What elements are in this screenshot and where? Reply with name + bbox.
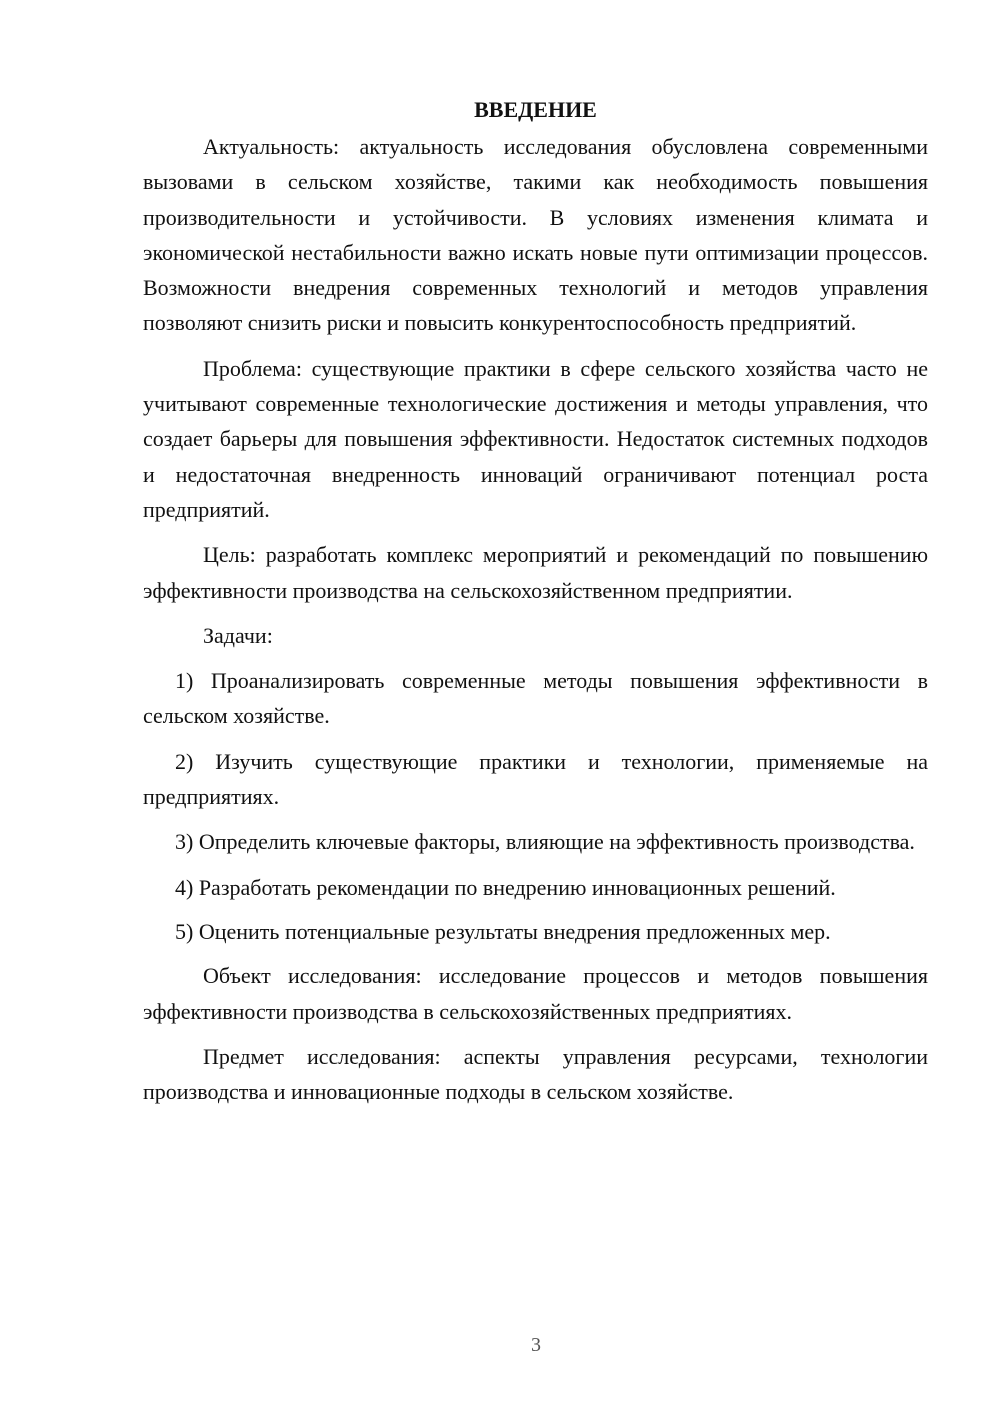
document-page (143, 95, 928, 1119)
problem-paragraph: Проблема: существующие практики в сфере сельского хозяйства часто не учитывают современные технологические достижения и методы управления, что создает барьеры для повышения эффективности. Недостаток системных подходов и недостаточная внедренность инноваций ограничивают потенциал роста предприятий. (143, 355, 928, 522)
task-item-3: 3) Определить ключевые факторы, влияющие на эффективность производства. (175, 829, 915, 855)
goal-paragraph: Цель: разработать комплекс мероприятий и рекомендаций по повышению эффективности производства на сельскохозяйственном предприятии. (143, 542, 928, 603)
task-item-5: 5) Оценить потенциальные результаты внедрения предложенных мер. (175, 918, 831, 944)
task-item-1: 1) Проанализировать современные методы повышения эффективности в сельском хозяйстве. (143, 668, 928, 729)
subject-paragraph: Предмет исследования: аспекты управления ресурсами, технологии производства и инновационные подходы в сельском хозяйстве. (143, 1043, 928, 1105)
relevance-paragraph: Актуальность: актуальность исследования обусловлена современными вызовами в сельском хозяйстве, такими как необходимость повышения производительности и устойчивости. В условиях изменения климата и экономической нестабильности важно искать новые пути оптимизации процессов. Возможности внедрения современных технологий и методов управления позволяют снизить риски и повысить конкурентоспособность предприятий. (143, 134, 928, 336)
object-paragraph: Объект исследования: исследование процессов и методов повышения эффективности производства в сельскохозяйственных предприятиях. (143, 963, 928, 1024)
page-number: 3 (531, 1334, 541, 1356)
page-title: ВВЕДЕНИЕ (474, 97, 597, 122)
task-item-2: 2) Изучить существующие практики и технологии, применяемые на предприятиях. (143, 748, 928, 810)
task-item-4: 4) Разработать рекомендации по внедрению инновационных решений. (175, 874, 836, 900)
tasks-label: Задачи: (203, 622, 273, 648)
